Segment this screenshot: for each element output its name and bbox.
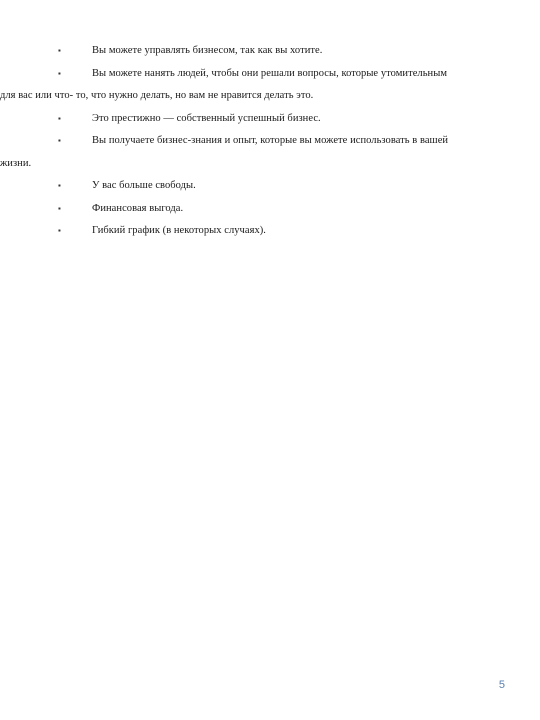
bullet-text: Гибкий график (в некоторых случаях). [92, 225, 266, 236]
bullet-text: У вас больше свободы. [92, 180, 196, 191]
page-number: 5 [498, 679, 505, 691]
list-item [0, 130, 504, 175]
bullet-icon: ▪ [58, 181, 61, 190]
bullet-icon: ▪ [58, 203, 61, 213]
bullet-icon: ▪ [58, 226, 61, 235]
list-item [58, 40, 504, 63]
bullet-text: Вы можете нанять людей, чтобы они решали вопросы, которые утомительным [92, 67, 448, 79]
list-item [58, 108, 504, 131]
list-item [58, 220, 504, 243]
bullet-continuation: для вас или что- то, что нужно делать, но вам не нравится делать это. [0, 90, 314, 101]
list-item [58, 175, 504, 198]
bullet-text: Вы получаете бизнес-знания и опыт, которые вы можете использовать в вашей [92, 135, 449, 146]
bullet-text: Финансовая выгода. [92, 202, 184, 214]
bullet-icon: ▪ [58, 136, 61, 145]
list-item [0, 63, 504, 108]
bullet-list [0, 40, 504, 243]
bullet-text: Вы можете управлять бизнесом, так как вы хотите. [92, 45, 323, 56]
bullet-icon: ▪ [58, 68, 61, 78]
bullet-continuation: жизни. [0, 157, 32, 169]
bullet-icon: ▪ [58, 113, 61, 123]
list-item [58, 198, 504, 221]
bullet-text: Это престижно — собственный успешный бизнес. [92, 112, 321, 124]
bullet-icon: ▪ [58, 46, 61, 55]
